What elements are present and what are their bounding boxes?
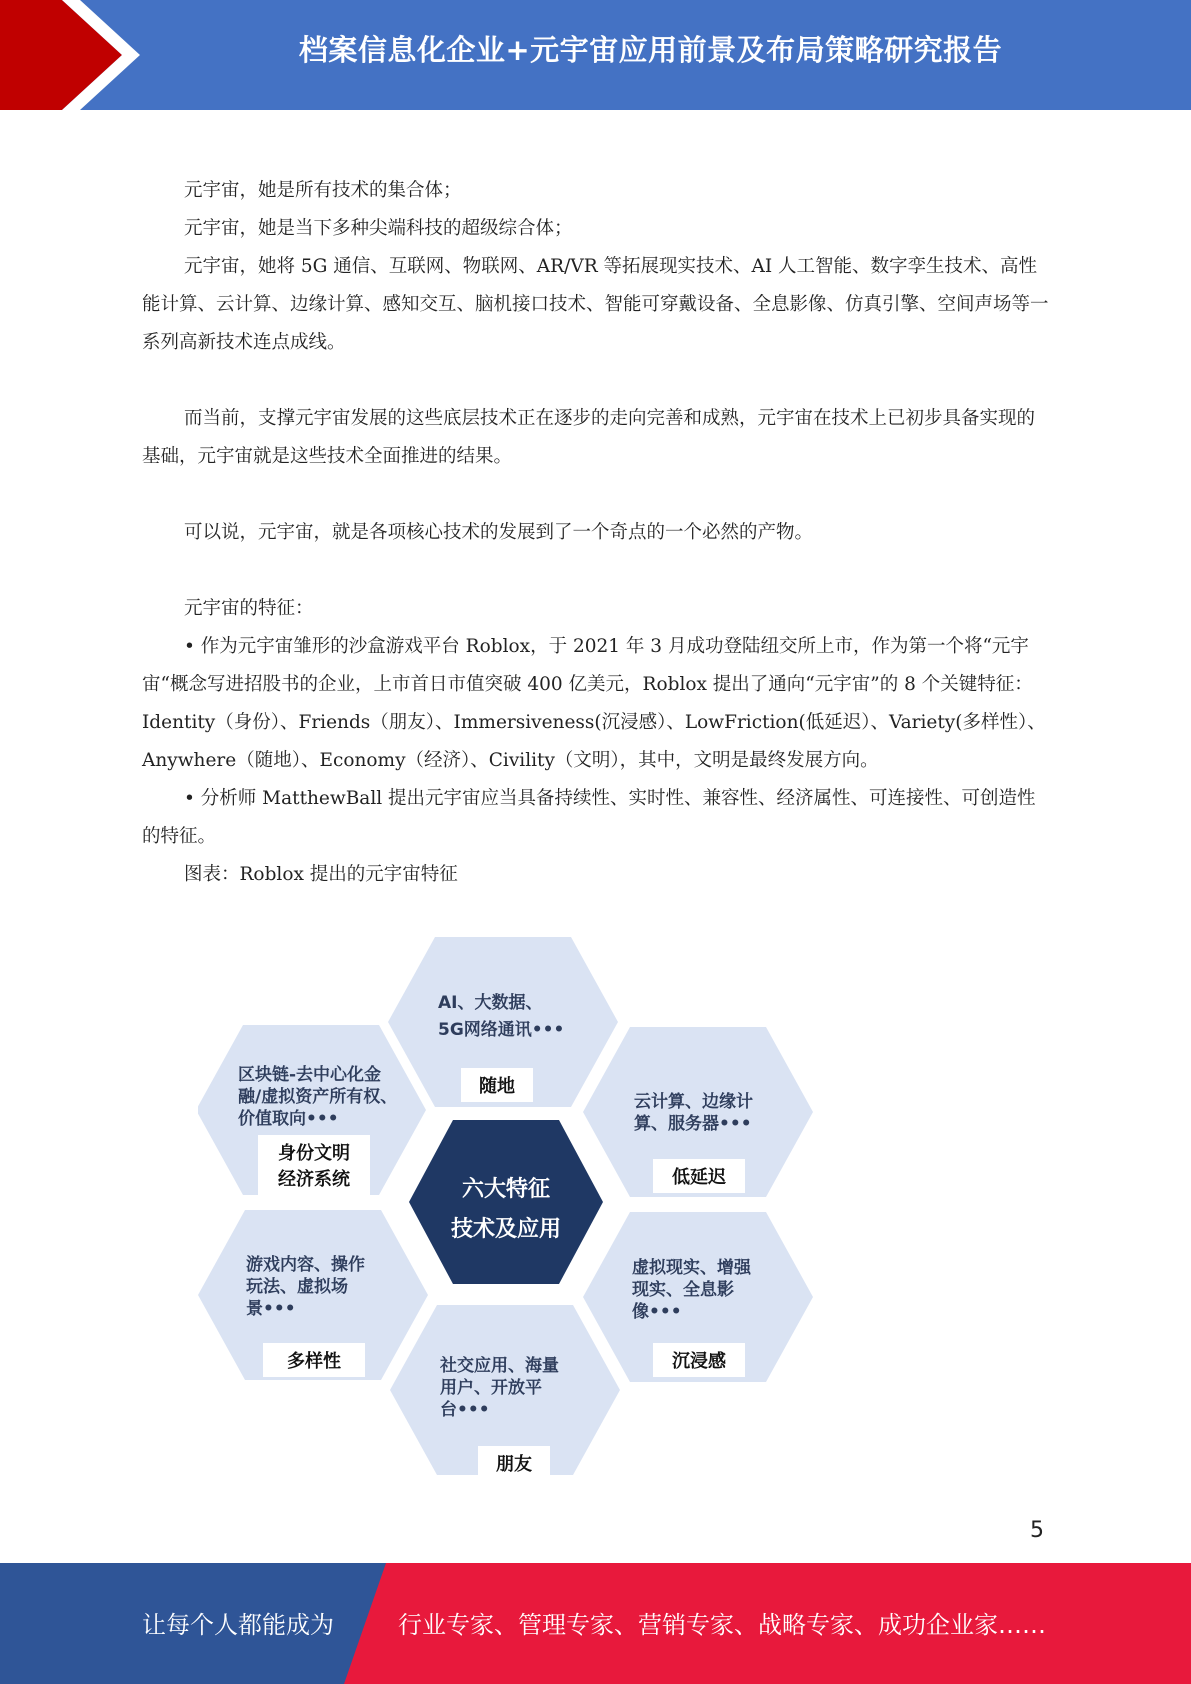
paragraph-6: 元宇宙的特征： (184, 598, 314, 619)
paragraph-3: 元宇宙，她将 5G 通信、互联网、物联网、AR/VR 等拓展现实技术、AI 人工智能、数字孪生技术、高性能计算、云计算、边缘计算、感知交互、脑机接口技术、智能可穿戴设备、全息影像、仿真引擎、空间声场等一系列高新技术连点成线。 (142, 256, 1049, 353)
center-hex-line-2: 技术及应用 (450, 1217, 562, 1242)
hex-bottom-line-2: 用户、开放平 (440, 1378, 542, 1398)
center-hex-line-1: 六大特征 (461, 1177, 551, 1202)
hex-bottom-line-3: 台••• (440, 1400, 490, 1420)
hex-upper-right-label: 低延迟 (672, 1167, 726, 1188)
article-body (142, 172, 1050, 894)
page-footer (0, 1563, 1191, 1684)
hex-upper-left-label-2: 经济系统 (278, 1169, 350, 1190)
hex-top-line-1: AI、大数据、 (438, 993, 543, 1013)
hex-upper-left-line-3: 价值取向••• (238, 1109, 339, 1129)
figure-caption: 图表：Roblox 提出的元宇宙特征 (184, 864, 458, 885)
hex-upper-left-line-1: 区块链-去中心化金 (238, 1065, 382, 1085)
paragraph-1: 元宇宙，她是所有技术的集合体； (184, 180, 462, 201)
six-features-hexagons (198, 935, 818, 1485)
paragraph-8: • 分析师 MatthewBall 提出元宇宙应当具备持续性、实时性、兼容性、经济属性、可连接性、可创造性的特征。 (142, 788, 1036, 847)
report-title: 档案信息化企业+元宇宙应用前景及布局策略研究报告 (298, 33, 1003, 67)
hex-top-label: 随地 (479, 1076, 515, 1097)
hex-lower-right-line-3: 像••• (632, 1302, 682, 1322)
hex-bottom-label: 朋友 (496, 1454, 532, 1475)
hex-lower-left-line-1: 游戏内容、操作 (246, 1255, 365, 1275)
footer-slogan-left: 让每个人都能成为 (142, 1611, 334, 1639)
hex-upper-right-line-1: 云计算、边缘计 (634, 1092, 753, 1112)
page-number: 5 (1030, 1518, 1044, 1543)
hex-bottom-line-1: 社交应用、海量 (440, 1356, 559, 1376)
header-arrow-decoration (0, 0, 150, 110)
footer-slogan-right: 行业专家、管理专家、营销专家、战略专家、成功企业家…… (398, 1611, 1046, 1639)
hex-lower-left-line-3: 景••• (246, 1299, 296, 1319)
hex-lower-right-line-2: 现实、全息影 (632, 1280, 734, 1300)
hex-lower-left-line-2: 玩法、虚拟场 (246, 1277, 348, 1297)
hex-upper-left-label-1: 身份文明 (278, 1143, 350, 1164)
page-header (0, 0, 1191, 110)
paragraph-4: 而当前，支撑元宇宙发展的这些底层技术正在逐步的走向完善和成熟，元宇宙在技术上已初步具备实现的基础，元宇宙就是这些技术全面推进的结果。 (142, 408, 1036, 467)
hex-lower-right-line-1: 虚拟现实、增强 (632, 1258, 751, 1278)
hex-upper-right-line-2: 算、服务器••• (634, 1114, 752, 1134)
hex-lower-right-label: 沉浸感 (672, 1351, 726, 1372)
hex-upper-left-line-2: 融/虚拟资产所有权、 (238, 1087, 398, 1107)
hex-top-line-2: 5G网络通讯••• (438, 1020, 565, 1040)
paragraph-2: 元宇宙，她是当下多种尖端科技的超级综合体； (184, 218, 573, 239)
paragraph-5: 可以说，元宇宙，就是各项核心技术的发展到了一个奇点的一个必然的产物。 (184, 522, 814, 543)
paragraph-7: • 作为元宇宙雏形的沙盒游戏平台 Roblox，于 2021 年 3 月成功登陆纽交所上市，作为第一个将“元宇宙“概念写进招股书的企业，上市首日市值突破 400 亿美元，Roblox 提出了通向“元宇宙”的 8 个关键特征：Identity（身份）、Friends（朋友）、Immersiveness(沉浸感）、LowFriction(低延迟）、Variety(多样性）、Anywhere（随地）、Economy（经济）、Civility（文明），其中，文明是最终发展方向。 (142, 636, 1046, 771)
hex-lower-left-label: 多样性 (287, 1351, 341, 1372)
center-hex-shape (409, 1120, 603, 1284)
